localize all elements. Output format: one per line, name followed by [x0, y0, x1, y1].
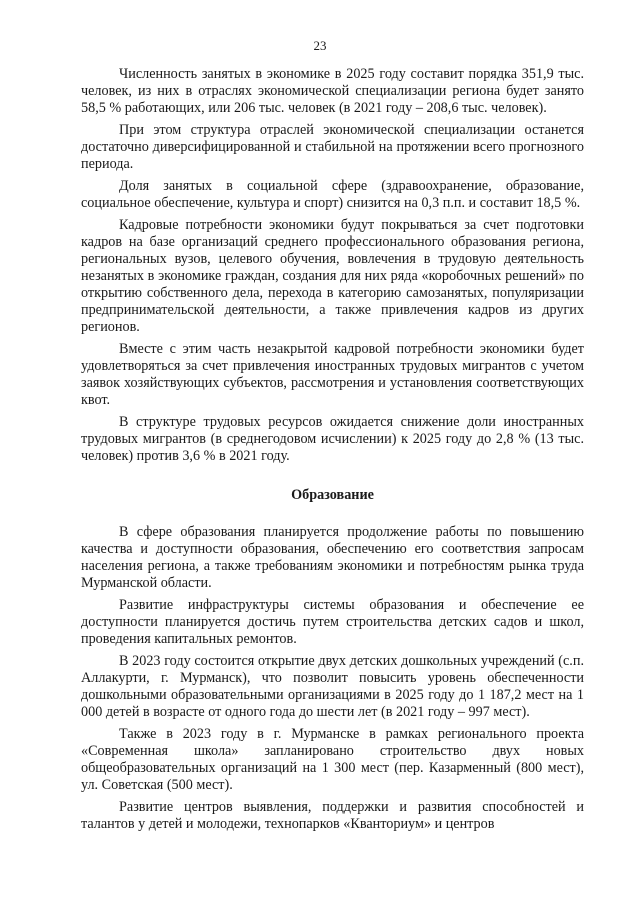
paragraph-social-sphere-share: Доля занятых в социальной сфере (здравоохранение, образование, социальное обеспечение, культура и спорт) снизится на 0,3 п.п. и составит 18,5 %.	[81, 178, 584, 211]
paragraph-new-schools: Также в 2023 году в г. Мурманске в рамках регионального проекта «Современная школа» запланировано строительство двух новых общеобразовательных организаций на 1 300 мест (пер. Казарменный (800 мест), ул. Советская (500 мест).	[81, 726, 584, 793]
paragraph-staffing-needs: Кадровые потребности экономики будут покрываться за счет подготовки кадров на базе организаций среднего профессионального образования региона, региональных вузов, целевого обучения, вовлечения в трудовую деятельность незанятых в экономике граждан, создания для них ряда «коробочных решений» по открытию собственного дела, перехода в категорию самозанятых, популяризации предпринимательской деятельности, а также привлечения кадров из других регионов.	[81, 217, 584, 335]
paragraph-employment-2025: Численность занятых в экономике в 2025 году составит порядка 351,9 тыс. человек, из них в отраслях экономической специализации региона будет занято 58,5 % работающих, или 206 тыс. человек (в 2021 году – 208,6 тыс. человек).	[81, 66, 584, 116]
section-heading-education: Образование	[291, 487, 374, 503]
paragraph-education-quality: В сфере образования планируется продолжение работы по повышению качества и доступности образования, обеспечению его соответствия запросам населения региона, а также требованиям экономики и потребностям рынка труда Мурманской области.	[81, 524, 584, 591]
paragraph-preschool-openings: В 2023 году состоится открытие двух детских дошкольных учреждений (с.п. Аллакурти, г. Мурманск), что позволит повысить уровень обеспеченности дошкольными образовательными организациями в 2025 году до 1 187,2 мест на 1 000 детей в возрасте от одного года до шести лет (в 2021 году – 997 мест).	[81, 653, 584, 720]
page-number: 23	[313, 38, 327, 53]
paragraph-migrant-share-2025: В структуре трудовых ресурсов ожидается снижение доли иностранных трудовых мигрантов (в среднегодовом исчислении) к 2025 году до 2,8 % (13 тыс. человек) против 3,6 % в 2021 году.	[81, 414, 584, 464]
paragraph-foreign-migrants: Вместе с этим часть незакрытой кадровой потребности экономики будет удовлетворяться за счет привлечения иностранных трудовых мигрантов с учетом заявок хозяйствующих субъектов, рассмотрения и установления соответствующих квот.	[81, 341, 584, 408]
document-body	[81, 66, 584, 838]
paragraph-specialization-structure: При этом структура отраслей экономической специализации останется достаточно диверсифицированной и стабильной на протяжении всего прогнозного периода.	[81, 122, 584, 172]
paragraph-education-infrastructure: Развитие инфраструктуры системы образования и обеспечение ее доступности планируется достичь путем строительства детских садов и школ, проведения капитальных ремонтов.	[81, 597, 584, 647]
paragraph-talent-centers: Развитие центров выявления, поддержки и развития способностей и талантов у детей и молодежи, технопарков «Кванториум» и центров	[81, 799, 584, 832]
